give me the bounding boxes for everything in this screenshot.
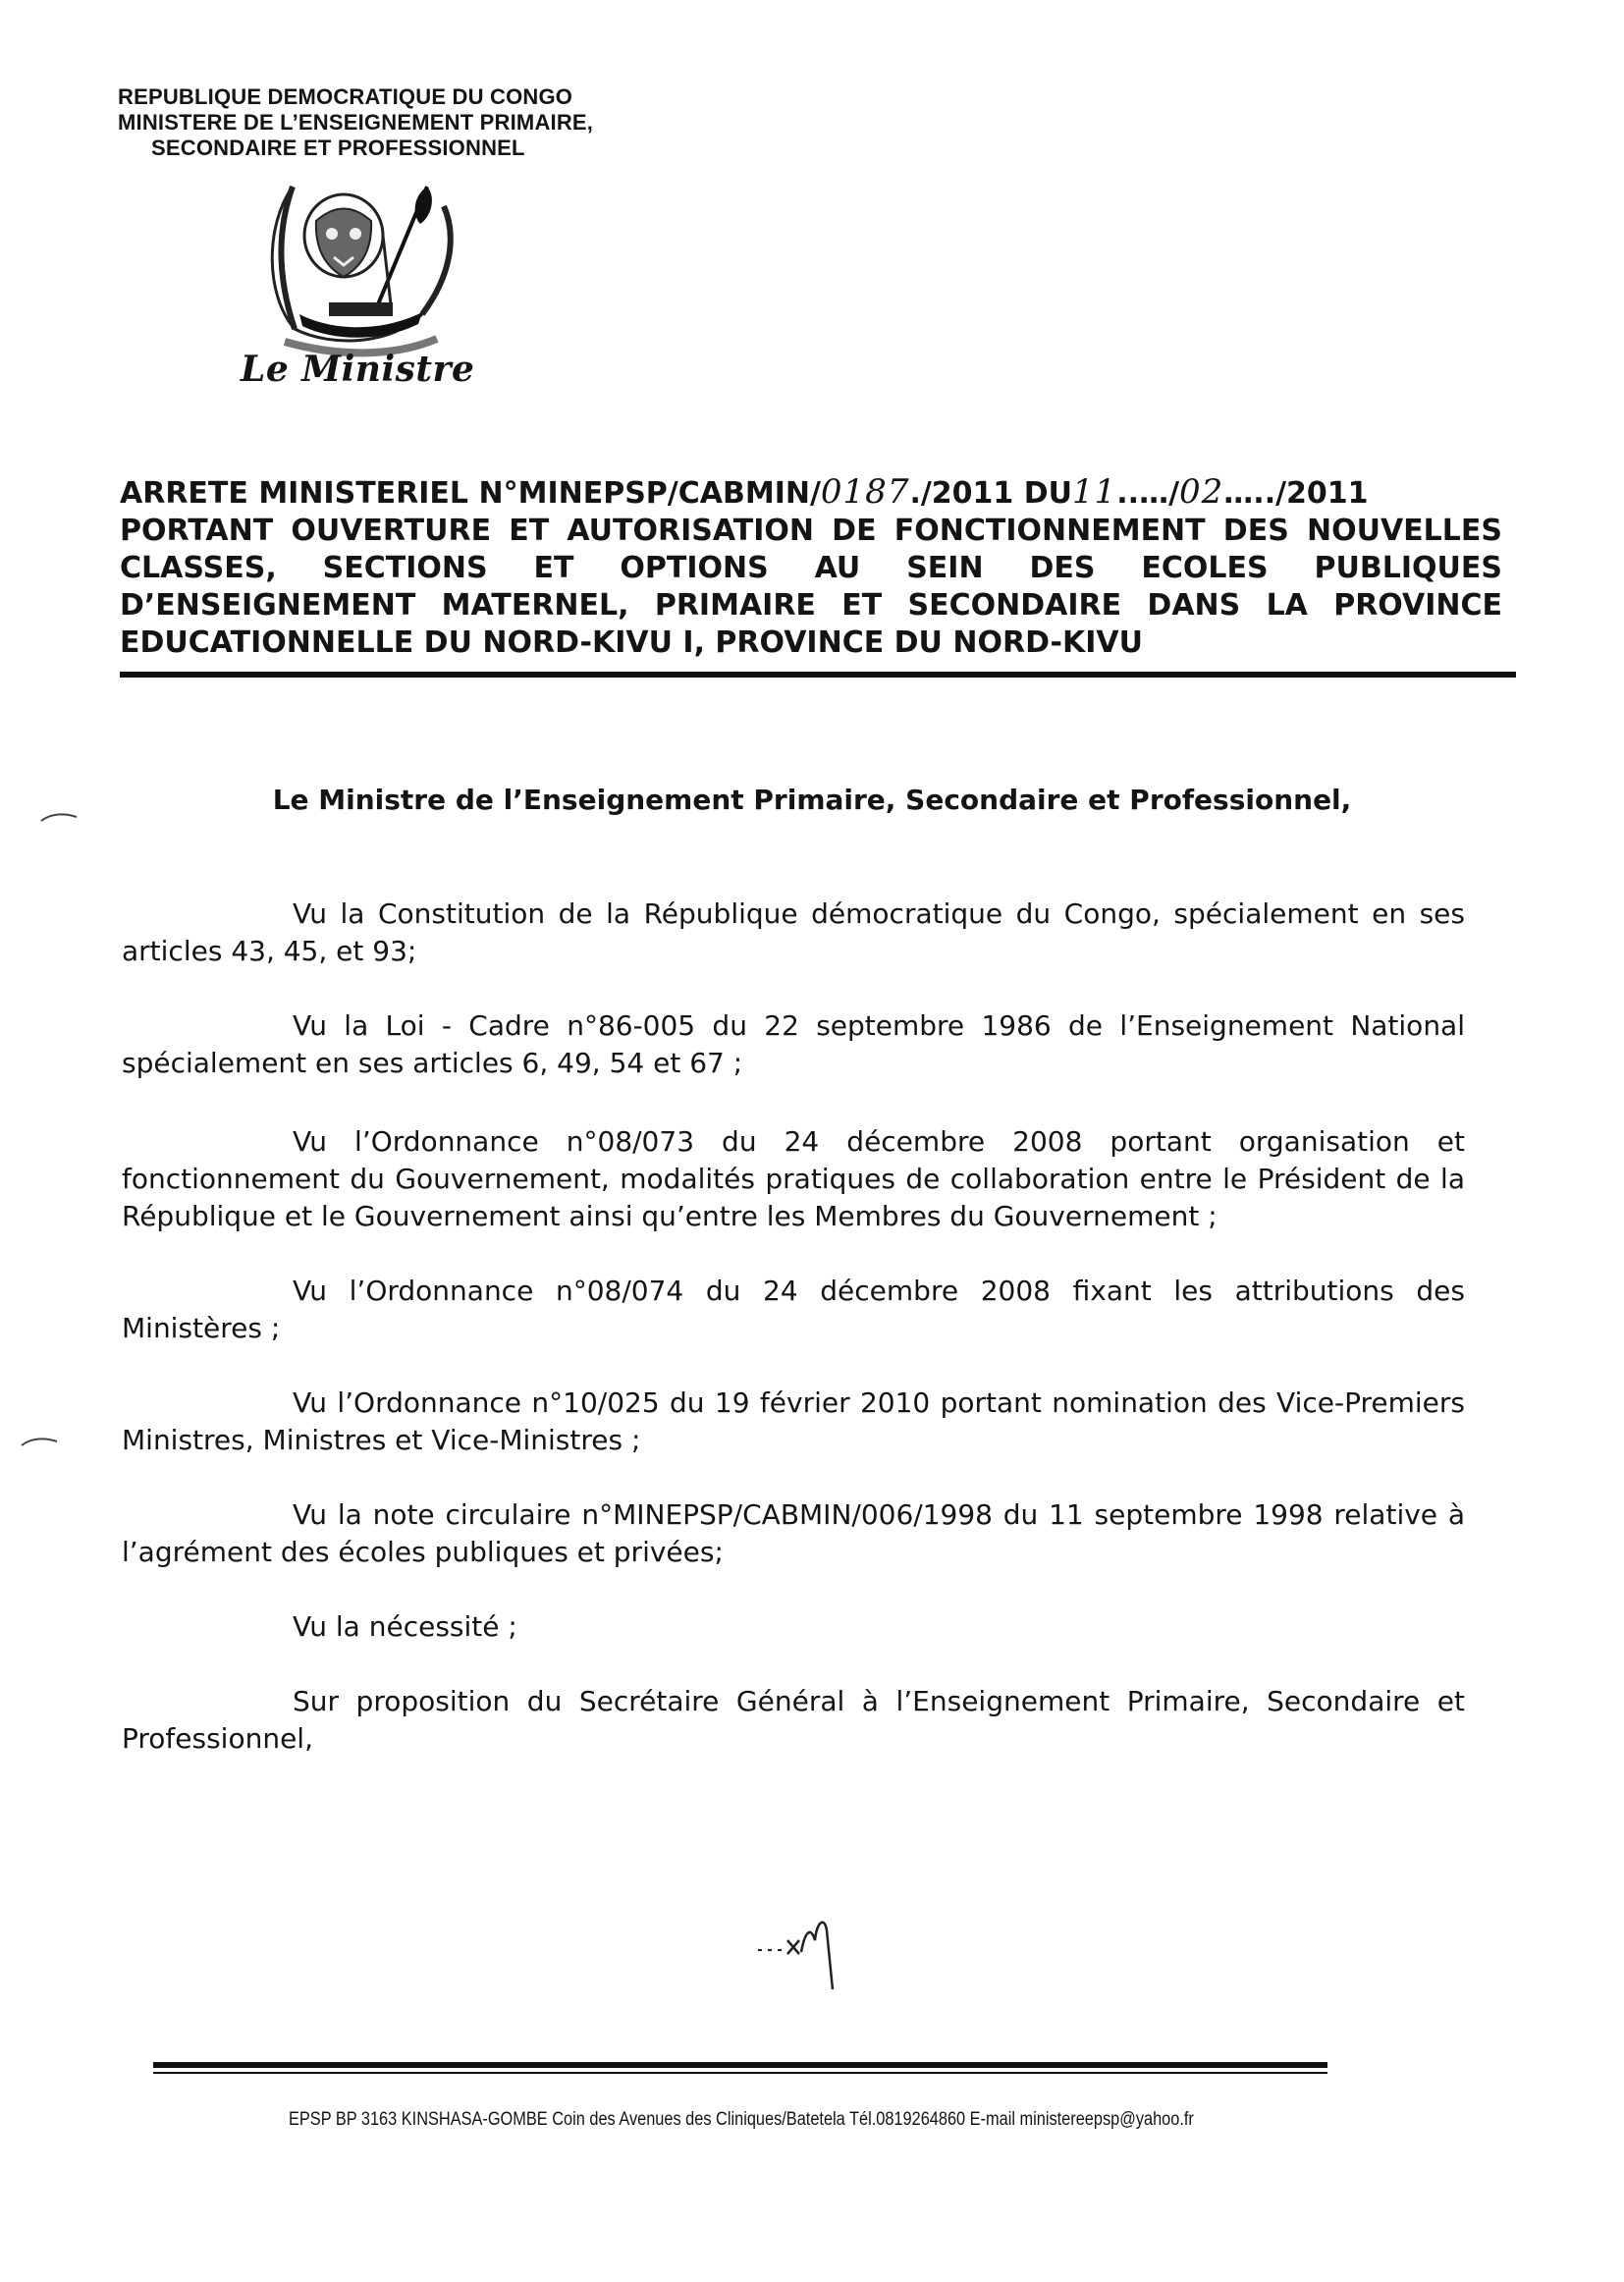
minister-heading: Le Ministre de l’Enseignement Primaire, Secondaire et Professionnel, bbox=[272, 784, 1352, 816]
letterhead-ministry-cont: SECONDAIRE ET PROFESSIONNEL bbox=[151, 136, 525, 160]
title-line-2: PORTANT OUVERTURE ET AUTORISATION DE FONCTIONNEMENT DES NOUVELLES bbox=[120, 514, 1502, 548]
handwritten-initials bbox=[756, 1891, 874, 1989]
decree-number-line bbox=[120, 473, 1502, 513]
title-underline-rule bbox=[120, 672, 1516, 678]
letterhead-ministry: MINISTERE DE L’ENSEIGNEMENT PRIMAIRE, bbox=[118, 110, 594, 135]
footer-rule bbox=[153, 2062, 1327, 2068]
decree-number-prefix: ARRETE MINISTERIEL N°MINEPSP/CABMIN/ bbox=[120, 476, 821, 511]
title-line-5: EDUCATIONNELLE DU NORD-KIVU I, PROVINCE DU NORD-KIVU bbox=[120, 625, 1143, 660]
emblem-label: Le Ministre bbox=[241, 349, 475, 390]
footer-address: EPSP BP 3163 KINSHASA-GOMBE Coin des Avenues des Cliniques/Batetela Tél.0819264860 E-mail ministereepsp@yahoo.fr bbox=[289, 2109, 1194, 2130]
scan-mark bbox=[20, 1436, 59, 1449]
paragraph-loi-cadre: Vu la Loi - Cadre n°86-005 du 22 septembre 1986 de l’Enseignement National spécialement en ses articles 6, 49, 54 et 67 ; bbox=[122, 1009, 1465, 1079]
paragraph-necessite: Vu la nécessité ; bbox=[293, 1610, 517, 1643]
handwritten-day: 11 bbox=[1072, 472, 1117, 512]
paragraph-ordonnance-08-073: Vu l’Ordonnance n°08/073 du 24 décembre 2008 portant organisation et fonctionnement du Gouvernement, modalités pratiques de collaboration entre le Président de la République et le Gouvernement ainsi qu’entre les Membres du Gouvernement ; bbox=[122, 1125, 1465, 1232]
paragraph-note-circulaire: Vu la note circulaire n°MINEPSP/CABMIN/006/1998 du 11 septembre 1998 relative à l’agrément des écoles publiques et privées; bbox=[122, 1498, 1465, 1568]
date-separator: ..…/ bbox=[1116, 476, 1180, 511]
letterhead bbox=[118, 84, 668, 161]
decree-body bbox=[122, 896, 1465, 1795]
decree-title bbox=[120, 473, 1502, 662]
title-line-4: D’ENSEIGNEMENT MATERNEL, PRIMAIRE ET SECONDAIRE DANS LA PROVINCE bbox=[120, 588, 1502, 623]
date-year: …../2011 bbox=[1223, 476, 1369, 511]
paragraph-proposition: Sur proposition du Secrétaire Général à l’Enseignement Primaire, Secondaire et Professionnel, bbox=[122, 1685, 1465, 1755]
scan-mark bbox=[39, 811, 79, 825]
paragraph-ordonnance-08-074: Vu l’Ordonnance n°08/074 du 24 décembre 2008 fixant les attributions des Ministères ; bbox=[122, 1275, 1465, 1344]
footer-rule-thin bbox=[153, 2072, 1327, 2074]
handwritten-month: 02 bbox=[1179, 472, 1224, 512]
title-line-3: CLASSES, SECTIONS ET OPTIONS AU SEIN DES ECOLES PUBLIQUES bbox=[120, 551, 1502, 585]
paragraph-constitution: Vu la Constitution de la République démocratique du Congo, spécialement en ses articles 43, 45, et 93; bbox=[122, 897, 1465, 967]
coat-of-arms-emblem bbox=[226, 167, 481, 363]
paragraph-ordonnance-10-025: Vu l’Ordonnance n°10/025 du 19 février 2010 portant nomination des Vice-Premiers Ministres, Ministres et Vice-Ministres ; bbox=[122, 1386, 1465, 1456]
letterhead-country: REPUBLIQUE DEMOCRATIQUE DU CONGO bbox=[118, 84, 573, 109]
handwritten-decree-number: 0187 bbox=[820, 472, 910, 512]
decree-year: ./2011 DU bbox=[909, 476, 1073, 511]
